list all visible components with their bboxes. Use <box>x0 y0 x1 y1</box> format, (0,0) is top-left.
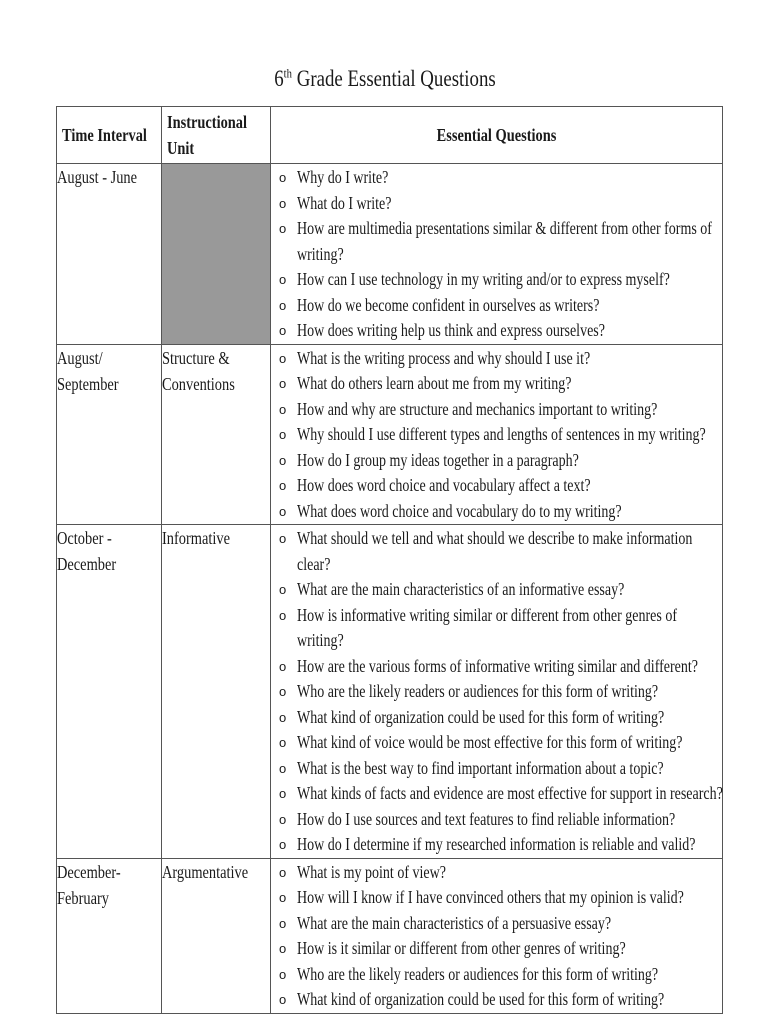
question-item <box>271 165 722 191</box>
shaded-unit-cell <box>162 164 271 345</box>
time-interval-text: September <box>57 373 119 394</box>
essential-questions-cell <box>271 344 723 525</box>
circle-bullet-icon: o <box>279 709 287 725</box>
question-item <box>271 962 722 988</box>
question-item <box>271 832 722 858</box>
question-item <box>271 318 722 344</box>
table-row <box>57 858 723 1013</box>
question-item <box>271 730 722 756</box>
circle-bullet-icon: o <box>279 684 287 699</box>
circle-bullet-icon: o <box>279 837 287 852</box>
title-prefix: 6 <box>274 66 284 91</box>
header-essential-questions: Essential Questions <box>271 107 723 164</box>
question-item <box>271 603 722 654</box>
header-time-interval: Time Interval <box>57 107 162 164</box>
question-item <box>271 936 722 962</box>
question-item <box>271 267 722 293</box>
question-item <box>271 526 722 577</box>
circle-bullet-icon: o <box>279 760 287 776</box>
time-interval-cell <box>57 858 162 1013</box>
essential-questions-cell <box>271 164 723 345</box>
circle-bullet-icon: o <box>279 811 287 827</box>
question-text: What does word choice and vocabulary do to my writing? <box>297 500 622 521</box>
question-text: How does word choice and vocabulary affect a text? <box>297 475 591 495</box>
question-item <box>271 577 722 603</box>
question-item <box>271 346 722 372</box>
essential-questions-cell <box>271 525 723 859</box>
circle-bullet-icon: o <box>279 966 287 982</box>
table-row <box>57 344 723 525</box>
essential-questions-table <box>56 106 723 1014</box>
circle-bullet-icon: o <box>279 478 287 493</box>
question-text: What is the writing process and why should I use it? <box>297 347 591 368</box>
question-item <box>271 679 722 705</box>
circle-bullet-icon: o <box>279 658 287 674</box>
question-list <box>271 345 722 525</box>
table-header-row <box>57 107 723 164</box>
instructional-unit-cell <box>162 858 271 1013</box>
question-item <box>271 781 722 807</box>
question-item <box>271 911 722 937</box>
question-text: How is informative writing similar or different from other genres of writing? <box>297 604 677 650</box>
header-unit-line2: Unit <box>167 138 195 158</box>
question-item <box>271 705 722 731</box>
question-item <box>271 216 722 267</box>
question-item <box>271 807 722 833</box>
question-text: How are the various forms of informative writing similar and different? <box>297 655 698 676</box>
header-instructional-unit <box>162 107 271 164</box>
question-item <box>271 885 722 911</box>
essential-questions-cell <box>271 858 723 1013</box>
question-list <box>271 525 722 858</box>
question-text: How do I use sources and text features to find reliable information? <box>297 808 676 829</box>
question-text: How is it similar or different from other genres of writing? <box>297 938 626 958</box>
question-text: Who are the likely readers or audiences for this form of writing? <box>297 963 659 984</box>
question-item <box>271 756 722 782</box>
question-item <box>271 397 722 423</box>
instructional-unit-cell <box>162 525 271 859</box>
time-interval-text: October - <box>57 528 112 548</box>
circle-bullet-icon: o <box>279 221 287 236</box>
question-text: How do I group my ideas together in a paragraph? <box>297 449 579 470</box>
question-text: How are multimedia presentations similar & different from other forms of writing? <box>297 218 712 264</box>
circle-bullet-icon: o <box>279 941 287 956</box>
circle-bullet-icon: o <box>279 735 287 750</box>
question-text: How will I know if I have convinced others that my opinion is valid? <box>297 887 684 907</box>
circle-bullet-icon: o <box>279 170 287 185</box>
instructional-unit-text: Argumentative <box>162 861 249 882</box>
question-text: What should we tell and what should we describe to make information clear? <box>297 528 693 574</box>
instructional-unit-cell <box>162 344 271 525</box>
question-text: Why do I write? <box>297 167 389 187</box>
time-interval-cell <box>57 525 162 859</box>
question-text: What kinds of facts and evidence are most effective for support in research? <box>297 783 723 803</box>
question-text: What is my point of view? <box>297 861 446 882</box>
question-text: How do we become confident in ourselves as writers? <box>297 294 600 315</box>
table-row <box>57 164 723 345</box>
time-interval-text: February <box>57 887 109 908</box>
question-item <box>271 293 722 319</box>
circle-bullet-icon: o <box>279 401 287 417</box>
circle-bullet-icon: o <box>279 786 287 801</box>
question-item <box>271 371 722 397</box>
question-text: How does writing help us think and express ourselves? <box>297 320 605 340</box>
question-list <box>271 859 722 1013</box>
circle-bullet-icon: o <box>279 195 287 211</box>
circle-bullet-icon: o <box>279 607 287 623</box>
question-item <box>271 473 722 499</box>
question-text: What do others learn about me from my writing? <box>297 373 572 393</box>
instructional-unit-text: Conventions <box>162 373 235 394</box>
time-interval-text: December- <box>57 861 121 882</box>
circle-bullet-icon: o <box>279 376 287 391</box>
time-interval-text: August/ <box>57 347 103 368</box>
page-title <box>69 64 700 94</box>
header-unit-line1: Instructional <box>167 112 248 132</box>
instructional-unit-text: Informative <box>162 528 230 548</box>
question-item <box>271 860 722 886</box>
question-item <box>271 191 722 217</box>
circle-bullet-icon: o <box>279 272 287 287</box>
question-text: Why should I use different types and lengths of sentences in my writing? <box>297 424 706 444</box>
question-text: What is the best way to find important information about a topic? <box>297 757 664 778</box>
question-item <box>271 422 722 448</box>
table-row <box>57 525 723 859</box>
circle-bullet-icon: o <box>279 297 287 313</box>
circle-bullet-icon: o <box>279 864 287 880</box>
question-list <box>271 164 722 344</box>
question-text: What kind of organization could be used for this form of writing? <box>297 706 665 727</box>
circle-bullet-icon: o <box>279 582 287 597</box>
circle-bullet-icon: o <box>279 452 287 468</box>
question-item <box>271 987 722 1013</box>
circle-bullet-icon: o <box>279 503 287 519</box>
question-item <box>271 499 722 525</box>
circle-bullet-icon: o <box>279 427 287 442</box>
instructional-unit-text: Structure & <box>162 347 230 368</box>
title-superscript: th <box>283 65 292 81</box>
time-interval-cell <box>57 344 162 525</box>
question-item <box>271 448 722 474</box>
question-text: What kind of voice would be most effective for this form of writing? <box>297 732 683 752</box>
question-text: What are the main characteristics of a persuasive essay? <box>297 912 612 933</box>
circle-bullet-icon: o <box>279 915 287 931</box>
question-text: What kind of organization could be used for this form of writing? <box>297 989 665 1009</box>
circle-bullet-icon: o <box>279 323 287 338</box>
time-interval-text: August - June <box>57 167 137 187</box>
question-text: What are the main characteristics of an informative essay? <box>297 579 625 599</box>
question-text: How can I use technology in my writing and/or to express myself? <box>297 269 670 289</box>
question-text: How do I determine if my researched information is reliable and valid? <box>297 834 696 854</box>
circle-bullet-icon: o <box>279 992 287 1007</box>
question-item <box>271 654 722 680</box>
time-interval-cell <box>57 164 162 345</box>
question-text: Who are the likely readers or audiences for this form of writing? <box>297 681 659 701</box>
circle-bullet-icon: o <box>279 531 287 546</box>
title-text: Grade Essential Questions <box>291 66 496 91</box>
circle-bullet-icon: o <box>279 890 287 905</box>
time-interval-text: December <box>57 554 117 574</box>
circle-bullet-icon: o <box>279 350 287 366</box>
question-text: What do I write? <box>297 192 392 213</box>
question-text: How and why are structure and mechanics important to writing? <box>297 398 658 419</box>
